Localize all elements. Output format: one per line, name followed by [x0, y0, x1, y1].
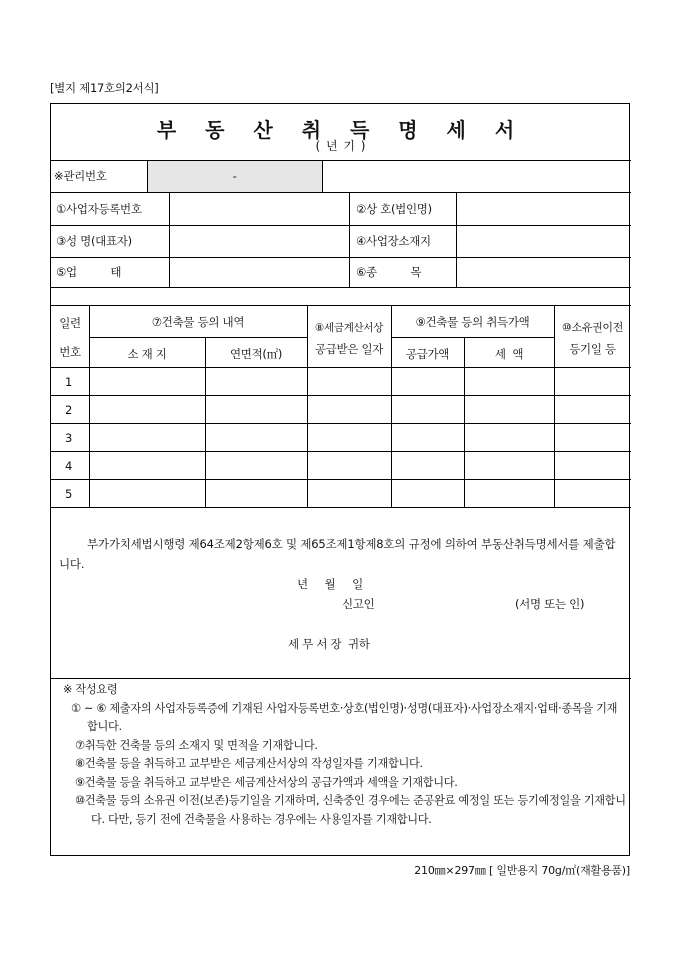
instruction-item: ⑧건축물 등을 취득하고 교부받은 세금계산서상의 작성일자를 기재합니다. [75, 757, 423, 770]
col-serial-header-2: 번호 [59, 345, 81, 359]
instruction-item: ⑩건축물 등의 소유권 이전(보존)등기일을 기재하며, 신축중인 경우에는 준공완료 예정일 또는 등기예정일을 기재합니다. 다만, 등기 전에 건축물을 사용하는 경우에는 사용일자를 기재합니다. [75, 794, 626, 826]
col-invoice-header-2: 공급받은 일자 [314, 342, 384, 356]
table-row-number: 1 [65, 375, 73, 389]
submission-date: 년 월 일 [297, 577, 363, 591]
col-area-header: 연면적(㎡) [230, 347, 282, 361]
col-acquisition-group-header: ⑨건축물 등의 취득가액 [415, 315, 530, 329]
form-label: [별지 제17호의2서식] [50, 81, 159, 95]
instructions [59, 681, 627, 829]
col-supply-value-header: 공급가액 [405, 347, 450, 361]
paper-spec-footer: 210㎜×297㎜ [ 일반용지 70g/㎡(재활용품)] [414, 864, 630, 877]
addressee: 세 무 서 장 귀하 [288, 637, 370, 651]
business-type-field[interactable] [170, 258, 348, 286]
form-box [50, 103, 630, 856]
instruction-item: ① ~ ⑥ 제출자의 사업자등록증에 기재된 사업자등록번호·상호(법인명)·성명(대표자)·사업장소재지·업태·종목을 기재합니다. [71, 701, 618, 733]
col-building-group-header: ⑦건축물 등의 내역 [151, 315, 245, 329]
management-label: ※관리번호 [54, 169, 107, 183]
business-reg-no-field[interactable] [170, 193, 348, 224]
instruction-item: ⑨건축물 등을 취득하고 교부받은 세금계산서상의 공급가액과 세액을 기재합니다. [75, 775, 458, 789]
business-item-label: ⑥종 목 [356, 265, 422, 279]
company-name-field[interactable] [457, 193, 630, 224]
business-type-label: ⑤업 태 [56, 265, 122, 279]
management-number-field[interactable]: - [232, 169, 237, 183]
col-transfer-header-1: ⑩소유권이전 [561, 321, 624, 334]
instruction-item: ⑦취득한 건축물 등의 소재지 및 면적을 기재합니다. [75, 738, 318, 752]
col-transfer-header-2: 등기일 등 [569, 342, 616, 356]
table-row-number: 4 [65, 459, 73, 473]
table-row-number: 5 [65, 487, 73, 501]
instructions-heading: ※ 작성요령 [63, 683, 118, 696]
business-address-label: ④사업장소재지 [356, 234, 431, 248]
col-invoice-header-1: ⑧세금계산서상 [314, 322, 384, 334]
table-row-number: 2 [65, 403, 73, 417]
representative-label: ③성 명(대표자) [56, 234, 132, 248]
col-location-header: 소 재 지 [127, 347, 167, 361]
col-serial-header-1: 일련 [59, 316, 81, 330]
signature-label[interactable]: (서명 또는 인) [515, 597, 585, 611]
business-reg-no-label: ①사업자등록번호 [56, 202, 142, 216]
table-row-number: 3 [65, 431, 73, 445]
form-title: 부 동 산 취 득 명 세 서 [156, 118, 526, 142]
business-item-field[interactable] [457, 258, 630, 286]
representative-field[interactable] [170, 226, 348, 256]
submission-statement: 부가가치세법시행령 제64조제2항제6호 및 제65조제1항제8호의 규정에 의하여 부동산취득명세서를 제출합니다. [59, 537, 616, 571]
company-name-label: ②상 호(법인명) [356, 202, 432, 216]
col-tax-header: 세 액 [494, 347, 524, 361]
form-subtitle: ( 년 기 ) [315, 139, 367, 153]
reporter-label: 신고인 [342, 597, 375, 611]
business-address-field[interactable] [457, 226, 630, 256]
